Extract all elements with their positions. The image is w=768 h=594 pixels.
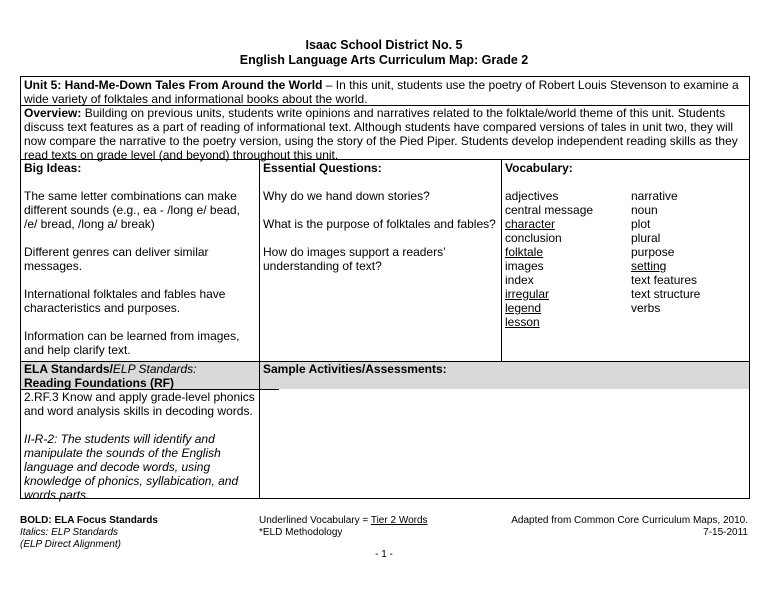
adapted-from-note: Adapted from Common Core Curriculum Maps, 2010. (511, 515, 748, 526)
big-idea-item: Information can be learned from images, and help clarify text. (24, 329, 240, 357)
sample-activities-heading: Sample Activities/Assessments: (263, 362, 447, 376)
essential-question: What is the purpose of folktales and fables? (263, 217, 496, 231)
elp-standard: II-R-2: The students will identify and manipulate the sounds of the English language and decode words, using knowledge of phonics, syllabication, and words parts. (24, 432, 239, 502)
vocab-word-tier2: legend (505, 301, 542, 315)
reading-foundations-label: Reading Foundations (RF) (24, 376, 174, 390)
big-ideas-heading: Big Ideas: (24, 161, 82, 175)
vocabulary-col-2 (631, 189, 748, 315)
vocab-word-tier2: folktale (505, 245, 544, 259)
revision-date: 7-15-2011 (703, 527, 748, 538)
essential-question: How do images support a readers’ understanding of text? (263, 245, 446, 273)
elp-direct-key: (ELP Direct Alignment) (20, 539, 121, 550)
overview-row (24, 106, 746, 162)
underlined-vocab-key: Underlined Vocabulary = (259, 515, 371, 526)
tier2-words-key: Tier 2 Words (370, 515, 428, 526)
vocab-word: conclusion (505, 231, 562, 245)
vocab-word: plot (631, 217, 651, 231)
essential-questions-heading: Essential Questions: (263, 161, 382, 175)
big-idea-item: The same letter combinations can make different sounds (e.g., ea - /long e/ bead, /e/ bread, /long a/ break) (24, 189, 240, 231)
standards-body (24, 390, 256, 502)
big-idea-item: Different genres can deliver similar messages. (24, 245, 209, 273)
vocab-word: text structure (631, 287, 701, 301)
vocab-word-tier2: character (505, 217, 556, 231)
overview-text: Building on previous units, students write opinions and narratives related to the folktale/world theme of this unit. Students discuss text features as a part of reading of informational text. Although students have compared versions of tales in unit two, they will now compare the narrative to the poetry version, using the story of the Pied Piper. Students develop independent reading skills as they read texts on grade level (and beyond) throughout this unit. (24, 106, 738, 162)
italic-key: Italics: ELP Standards (20, 527, 119, 538)
footer-right (460, 515, 748, 539)
vocabulary-col-1 (505, 189, 630, 329)
vocab-word: central message (505, 203, 594, 217)
vocab-word-tier2: irregular (505, 287, 550, 301)
big-ideas-cell (24, 161, 256, 357)
footer-center (259, 515, 489, 539)
vocab-word: purpose (631, 245, 675, 259)
vocab-word: narrative (631, 189, 678, 203)
vocabulary-heading: Vocabulary: (505, 161, 573, 175)
overview-label: Overview: (24, 106, 82, 120)
vocab-word: index (505, 273, 534, 287)
unit-title: Unit 5: Hand-Me-Down Tales From Around the World (24, 78, 323, 92)
essential-question: Why do we hand down stories? (263, 189, 430, 203)
unit-description: – In this unit, students use the poetry of Robert Louis Stevenson to examine a wide variety of folktales and informational books about the world. (24, 78, 739, 106)
vocab-word: verbs (631, 301, 661, 315)
standards-header (24, 362, 256, 390)
vocabulary-cell (505, 161, 748, 175)
elp-standards-label: ELP Standards: (112, 362, 197, 376)
big-idea-item: International folktales and fables have characteristics and purposes. (24, 287, 226, 315)
curriculum-map-title: English Language Arts Curriculum Map: Grade 2 (239, 53, 529, 67)
vocab-word: text features (631, 273, 698, 287)
vocab-word-tier2: lesson (505, 315, 540, 329)
col-divider-2 (501, 159, 502, 361)
district-title: Isaac School District No. 5 (305, 38, 463, 52)
rf3-standard: 2.RF.3 Know and apply grade-level phonics and word analysis skills in decoding words. (24, 390, 255, 418)
col-divider-1 (259, 159, 260, 499)
vocab-word: adjectives (505, 189, 559, 203)
vocab-word: plural (631, 231, 661, 245)
vocab-word: images (505, 259, 544, 273)
vocab-word-tier2: setting (631, 259, 667, 273)
page-number: - 1 - (375, 549, 393, 560)
activities-header (263, 362, 747, 376)
bold-key: BOLD: ELA Focus Standards (20, 515, 158, 526)
eld-methodology-key: *ELD Methodology (259, 527, 343, 538)
vocab-word: noun (631, 203, 658, 217)
footer-left (20, 515, 250, 551)
ela-standards-label: ELA Standards/ (24, 362, 113, 376)
unit-row (24, 78, 746, 106)
essential-questions-cell (263, 161, 499, 273)
